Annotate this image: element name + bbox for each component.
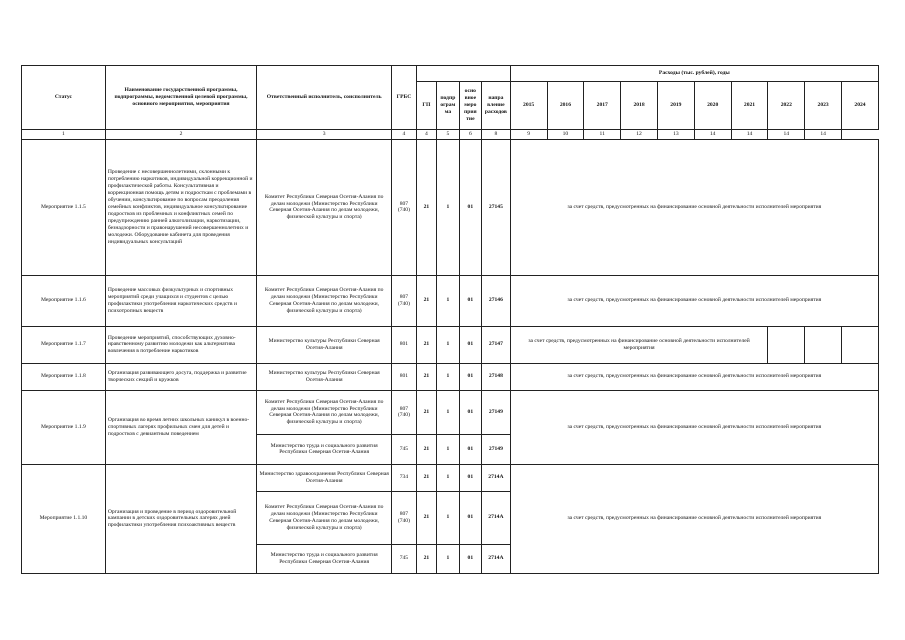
col-number: 8: [482, 130, 511, 140]
row-gp: 21: [416, 139, 436, 275]
row-main-event: 01: [459, 390, 481, 434]
year-2021: 2021: [731, 82, 768, 130]
col-number: 1: [22, 130, 106, 140]
header-gp: ГП: [416, 82, 436, 130]
empty-cell: [842, 326, 879, 363]
row-direction: 27149: [482, 390, 511, 434]
row-grbs: 801: [392, 363, 417, 390]
col-number: 14: [768, 130, 805, 140]
row-subprogram: 1: [437, 363, 459, 390]
row-gp: 21: [416, 363, 436, 390]
row-grbs: 745: [392, 544, 417, 573]
row-subprogram: 1: [437, 139, 459, 275]
row-direction: 27148: [482, 363, 511, 390]
row-name: Проведение массовых физкультурных и спортивных мероприятий среди учащихся и студентов с целью профилактики употребления наркотических средств и психотропных веществ: [105, 275, 256, 326]
row-status: Мероприятие 1.1.9: [22, 390, 106, 464]
row-financing-note: за счет средств, предусмотренных на финансирование основной деятельности исполнителей мероприятия: [510, 326, 768, 363]
row-main-event: 01: [459, 544, 481, 573]
row-name: Проведение мероприятий, способствующих духовно-нравственному развитию молодежи как альтернатива вовлечения в потребление наркотиков: [105, 326, 256, 363]
table-row: [22, 326, 879, 363]
year-2015: 2015: [510, 82, 547, 130]
row-gp: 21: [416, 434, 436, 464]
row-status: Мероприятие 1.1.8: [22, 363, 106, 390]
year-2018: 2018: [621, 82, 658, 130]
row-direction: 2714А: [482, 491, 511, 544]
header-main-event: осно вное меро прия тие: [459, 82, 481, 130]
row-status: Мероприятие 1.1.6: [22, 275, 106, 326]
row-executor: Комитет Республики Северная Осетия-Алания по делам молодежи (Министерство Республики Северная Осетия-Алания по делам молодежи, физической культуры и спорта): [257, 491, 392, 544]
row-executor: Комитет Республики Северная Осетия-Алания по делам молодежи (Министерство Республики Северная Осетия-Алания по делам молодежи, физической культуры и спорта): [257, 390, 392, 434]
row-executor: Министерство культуры Республики Северная Осетия-Алания: [257, 363, 392, 390]
header-executor: Ответственный исполнитель, соисполнитель: [257, 66, 392, 130]
row-subprogram: 1: [437, 434, 459, 464]
col-number: 10: [547, 130, 584, 140]
row-status: Мероприятие 1.1.5: [22, 139, 106, 275]
row-gp: 21: [416, 326, 436, 363]
header-expenses: Расходы (тыс. рублей), годы: [510, 66, 878, 82]
year-2020: 2020: [694, 82, 731, 130]
row-name: Проведение с несовершеннолетними, склонными к потреблению наркотиков, индивидуальной коррекционной и профилактической работы. Консультативная и коррекционная помощь детям и подросткам с проблемами в обучении, консультирование по вопросам преодоления семейных конфликтов, индивидуальное консультирование подростков из проблемных и конфликтных семей по предупреждению ранней алкоголизации, наркотизации, безнадзорности и правонарушений несовершеннолетних и молодежи. Оборудование кабинета для проведения индивидуальных консультаций: [105, 139, 256, 275]
col-number: 14: [805, 130, 842, 140]
year-2022: 2022: [768, 82, 805, 130]
row-direction: 27147: [482, 326, 511, 363]
header-code-group: [416, 66, 510, 82]
row-gp: 21: [416, 491, 436, 544]
year-2016: 2016: [547, 82, 584, 130]
row-executor: Комитет Республики Северная Осетия-Алания по делам молодежи (Министерство Республики Северная Осетия-Алания по делам молодежи, физической культуры и спорта): [257, 275, 392, 326]
row-subprogram: 1: [437, 275, 459, 326]
col-number: 2: [105, 130, 256, 140]
row-grbs: 807 (740): [392, 491, 417, 544]
col-number: 6: [459, 130, 481, 140]
row-executor: Министерство труда и социального развития Республики Северная Осетия-Алания: [257, 544, 392, 573]
row-gp: 21: [416, 275, 436, 326]
row-main-event: 01: [459, 434, 481, 464]
row-grbs: 745: [392, 434, 417, 464]
table-row: [22, 363, 879, 390]
year-2024: 2024: [842, 82, 879, 130]
header-grbs: ГРБС: [392, 66, 417, 130]
row-financing-note: за счет средств, предусмотренных на финансирование основной деятельности исполнителей мероприятия: [510, 139, 878, 275]
row-grbs: 734: [392, 464, 417, 491]
row-direction: 27149: [482, 434, 511, 464]
table-row: [22, 275, 879, 326]
year-2019: 2019: [657, 82, 694, 130]
row-main-event: 01: [459, 464, 481, 491]
row-executor: Комитет Республики Северная Осетия-Алания по делам молодежи (Министерство Республики Северная Осетия-Алания по делам молодежи, физической культуры и спорта): [257, 139, 392, 275]
col-number: 12: [621, 130, 658, 140]
year-2023: 2023: [805, 82, 842, 130]
row-direction: 27146: [482, 275, 511, 326]
row-grbs: 807 (740): [392, 390, 417, 434]
row-status: Мероприятие 1.1.10: [22, 464, 106, 573]
col-number: 4: [392, 130, 417, 140]
header-subprogram: подпр ограм ма: [437, 82, 459, 130]
row-financing-note: за счет средств, предусмотренных на финансирование основной деятельности исполнителей мероприятия: [510, 390, 878, 464]
row-main-event: 01: [459, 491, 481, 544]
row-financing-note: за счет средств, предусмотренных на финансирование основной деятельности исполнителей мероприятия: [510, 363, 878, 390]
header-name: Наименование государственной программы, подпрограммы, ведомственной целевой программы, основного мероприятия, мероприятия: [105, 66, 256, 130]
row-executor: Министерство здравоохранения Республики Северная Осетия-Алания: [257, 464, 392, 491]
row-main-event: 01: [459, 139, 481, 275]
col-number: 3: [257, 130, 392, 140]
row-direction: 2714А: [482, 544, 511, 573]
row-gp: 21: [416, 464, 436, 491]
empty-cell: [768, 326, 805, 363]
row-subprogram: 1: [437, 326, 459, 363]
row-gp: 21: [416, 544, 436, 573]
row-grbs: 801: [392, 326, 417, 363]
row-executor: Министерство труда и социального развития Республики Северная Осетия-Алания: [257, 434, 392, 464]
col-number: 5: [437, 130, 459, 140]
row-status: Мероприятие 1.1.7: [22, 326, 106, 363]
year-2017: 2017: [584, 82, 621, 130]
program-table: [21, 65, 879, 574]
row-name: Организация во время летних школьных каникул в военно-спортивных лагерях профильных смен для детей и подростков с девиантным поведением: [105, 390, 256, 464]
col-number: 9: [510, 130, 547, 140]
row-direction: 2714А: [482, 464, 511, 491]
row-executor: Министерство культуры Республики Северная Осетия-Алания: [257, 326, 392, 363]
row-main-event: 01: [459, 275, 481, 326]
row-main-event: 01: [459, 363, 481, 390]
table-row: [22, 464, 879, 491]
row-subprogram: 1: [437, 390, 459, 434]
row-subprogram: 1: [437, 491, 459, 544]
empty-cell: [805, 326, 842, 363]
table-row: [22, 390, 879, 434]
row-name: Организация развивающего досуга, поддержка и развитие творческих секций и кружков: [105, 363, 256, 390]
row-grbs: 807 (740): [392, 139, 417, 275]
row-grbs: 807 (740): [392, 275, 417, 326]
col-number: 11: [584, 130, 621, 140]
row-gp: 21: [416, 390, 436, 434]
row-name: Организация и проведение в период оздоровительной кампании в детских оздоровительных лагерях дней профилактики употребления психоактивных веществ: [105, 464, 256, 573]
row-main-event: 01: [459, 326, 481, 363]
col-number: 13: [657, 130, 694, 140]
row-financing-note: за счет средств, предусмотренных на финансирование основной деятельности исполнителей мероприятия: [510, 275, 878, 326]
row-financing-note: за счет средств, предусмотренных на финансирование основной деятельности исполнителей мероприятия: [510, 464, 878, 573]
table-row: [22, 139, 879, 275]
row-direction: 27145: [482, 139, 511, 275]
row-subprogram: 1: [437, 464, 459, 491]
col-number: 14: [731, 130, 768, 140]
header-direction: напра вление расходов: [482, 82, 511, 130]
row-subprogram: 1: [437, 544, 459, 573]
header-status: Статус: [22, 66, 106, 130]
col-number: 4: [416, 130, 436, 140]
col-number: 14: [694, 130, 731, 140]
